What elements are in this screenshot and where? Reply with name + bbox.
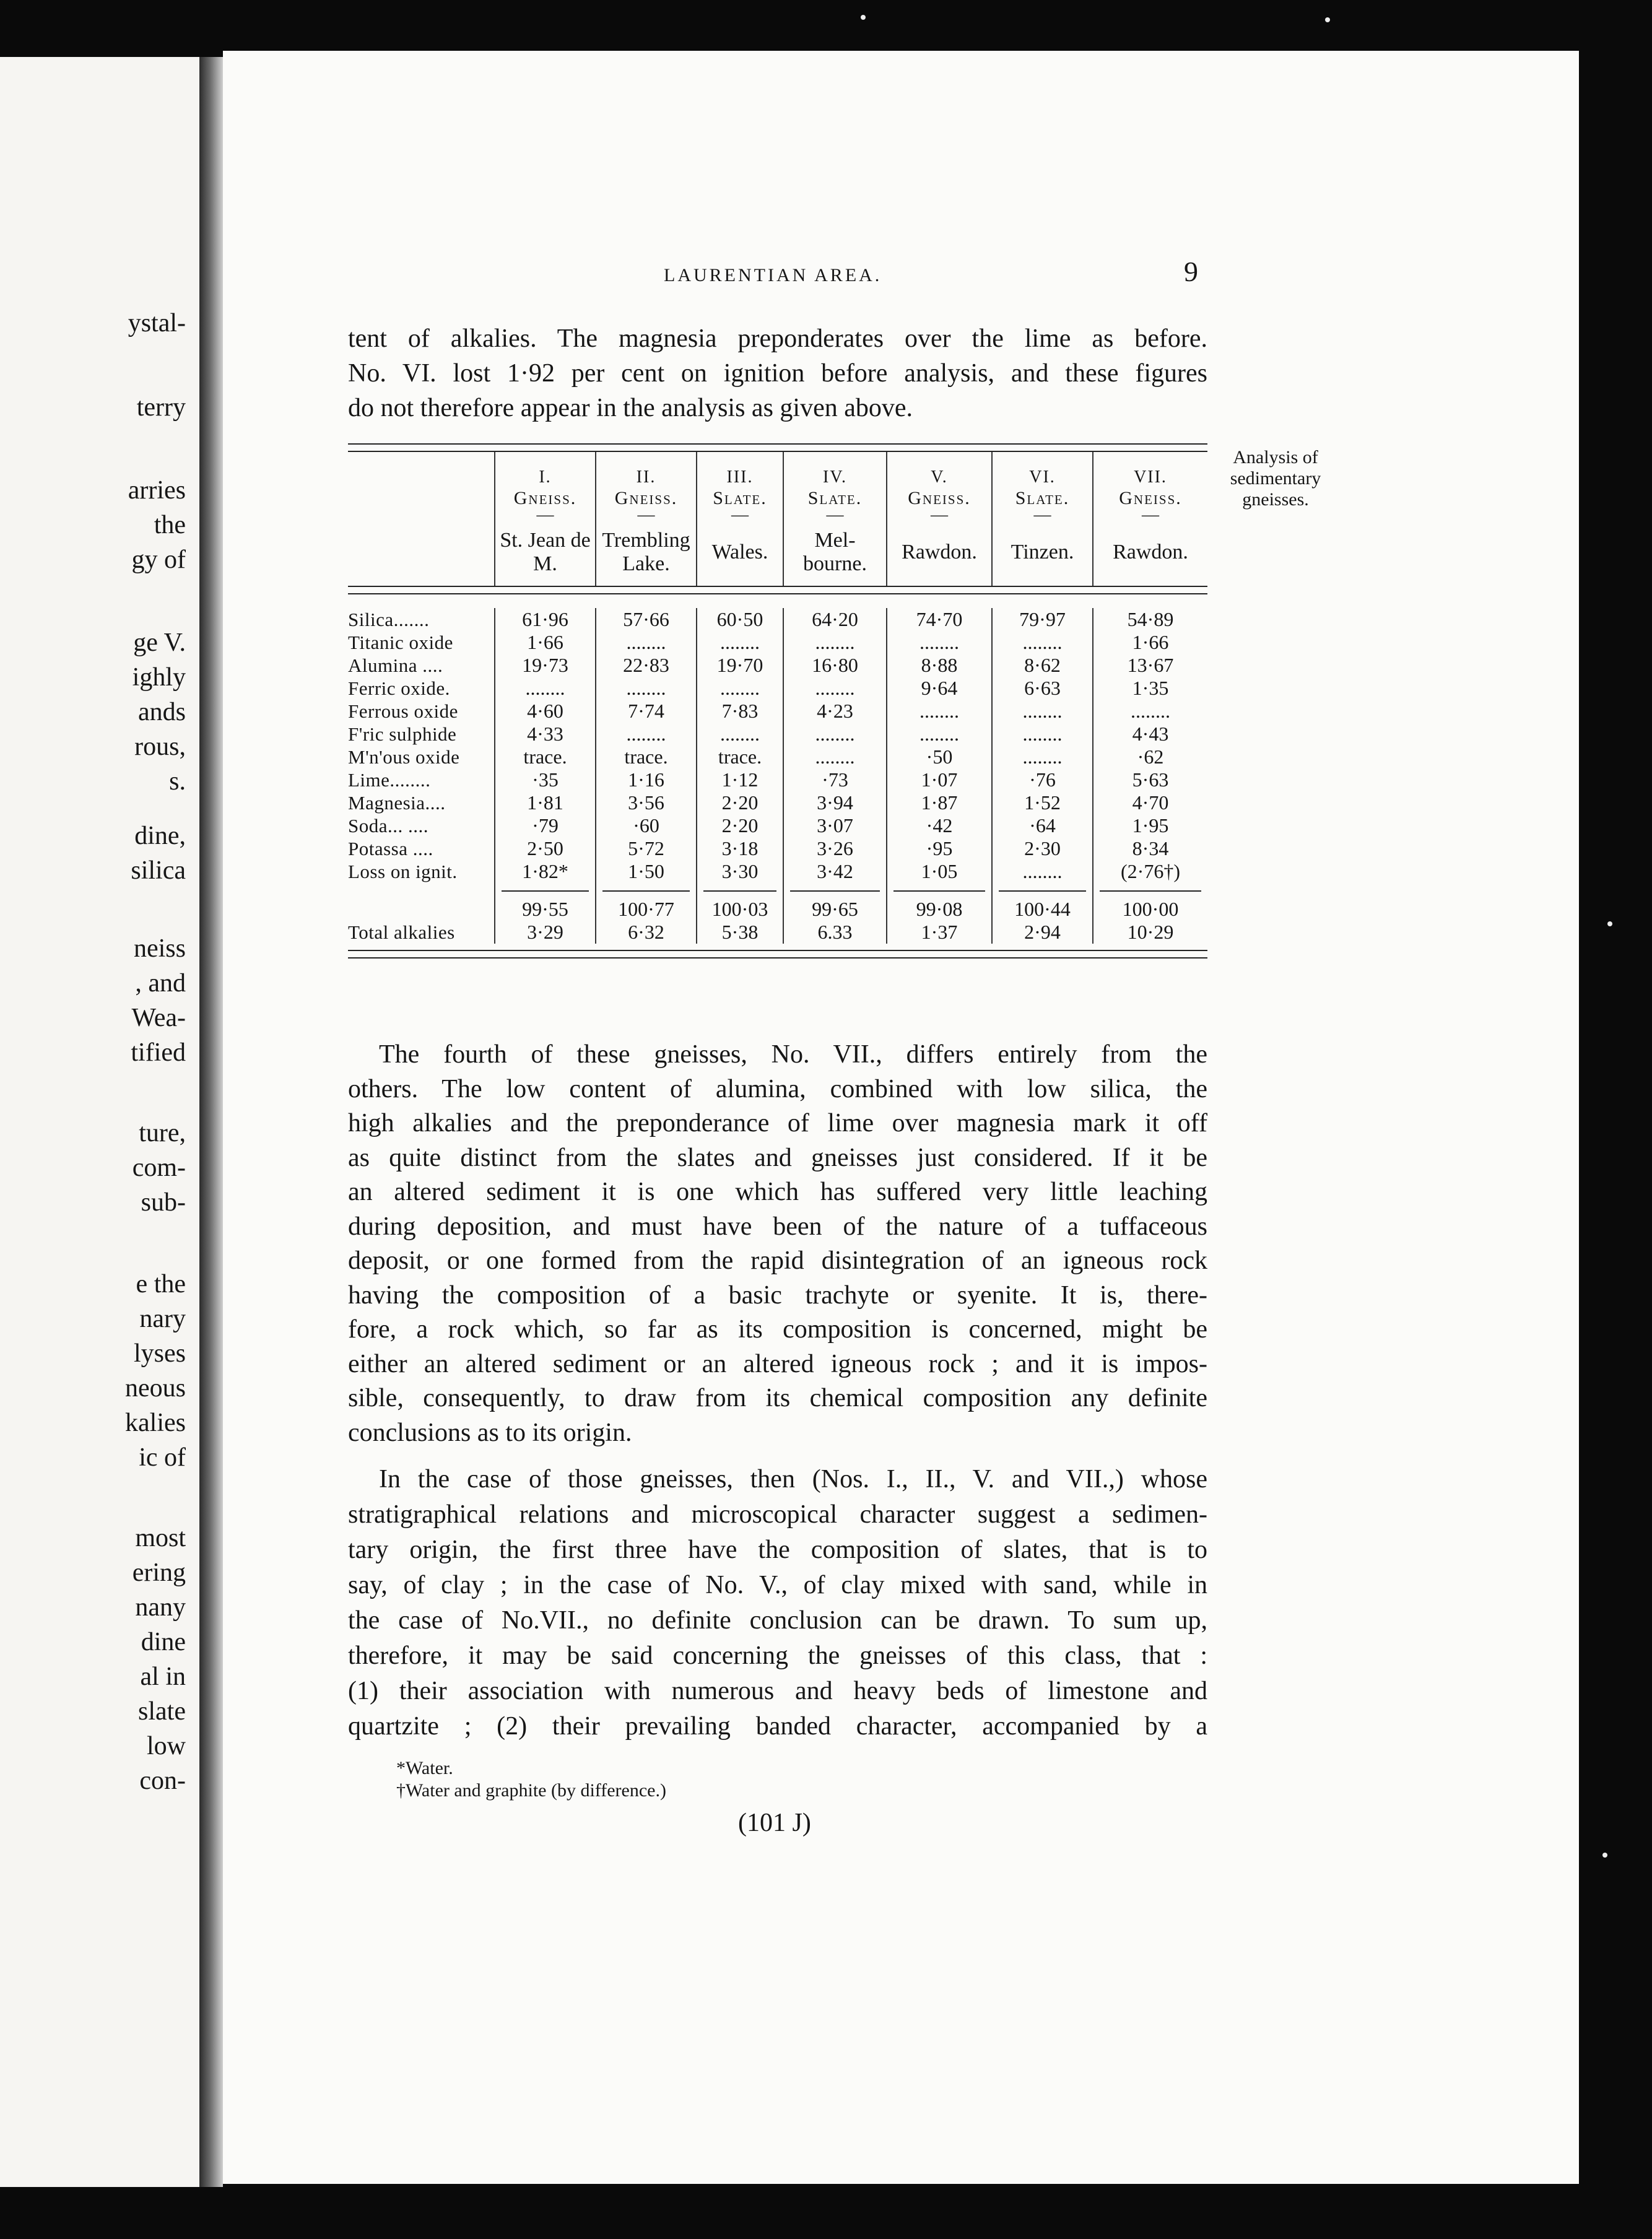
header-dash: — xyxy=(731,505,749,524)
value-cell: 3·56 xyxy=(596,791,697,814)
text-line: sible, consequently, to draw from its chemical composition any definite xyxy=(348,1384,1207,1412)
value-cell: ·62 xyxy=(1093,746,1207,768)
value-cell: 7·83 xyxy=(697,700,783,723)
page-number: 9 xyxy=(1184,256,1198,287)
signature-mark: (101 J) xyxy=(738,1809,811,1837)
value-cell: ........ xyxy=(887,631,992,654)
value-cell: 1·12 xyxy=(697,768,783,791)
row-label: Ferrous oxide xyxy=(348,700,458,722)
table-row xyxy=(348,746,1207,768)
text-line: high alkalies and the preponderance of lime over magnesia mark it off xyxy=(348,1109,1207,1137)
text-line: say, of clay ; in the case of No. V., of clay mixed with sand, while in xyxy=(348,1571,1207,1599)
text-line: during deposition, and must have been of the nature of a tuffaceous xyxy=(348,1212,1207,1241)
rock-type: Slate. xyxy=(713,488,767,508)
value-cell: 19·70 xyxy=(697,654,783,677)
facing-page-line: e the xyxy=(136,1270,186,1298)
header-dash: — xyxy=(1142,505,1159,524)
facing-page-line: ands xyxy=(138,698,186,726)
rock-type: Gneiss. xyxy=(513,488,577,508)
header-dash: — xyxy=(536,505,554,524)
locality-cell: Rawdon. xyxy=(887,521,992,586)
facing-page-line: gy of xyxy=(131,546,186,574)
header-dash: — xyxy=(826,505,844,524)
total-cell: 99·55 xyxy=(495,892,596,921)
text-line: fore, a rock which, so far as its composition is concerned, might be xyxy=(348,1315,1207,1344)
locality-cell: St. Jean de M. xyxy=(495,521,596,586)
value-cell: 19·73 xyxy=(495,654,596,677)
value-cell: ........ xyxy=(783,746,887,768)
facing-page-line: nany xyxy=(135,1593,186,1622)
column-numeral: II. xyxy=(636,467,656,487)
facing-page-line: com- xyxy=(132,1154,186,1182)
facing-page-line: ge V. xyxy=(133,628,186,657)
table-row xyxy=(348,631,1207,654)
column-numeral: VI. xyxy=(1029,467,1056,487)
header-dash: — xyxy=(637,505,655,524)
value-cell: ........ xyxy=(596,631,697,654)
side-note-line: Analysis of xyxy=(1233,447,1318,467)
footnotes xyxy=(396,1757,666,1802)
value-cell: trace. xyxy=(697,746,783,768)
facing-page-line: rous, xyxy=(134,733,186,761)
rock-type: Gneiss. xyxy=(1119,488,1182,508)
value-cell: ........ xyxy=(992,860,1093,883)
table-row xyxy=(348,814,1207,837)
value-cell: ·35 xyxy=(495,768,596,791)
locality-cell: Mel- bourne. xyxy=(783,521,887,586)
table-row xyxy=(348,791,1207,814)
total-cell: 100·77 xyxy=(596,892,697,921)
column-numeral: IV. xyxy=(823,467,847,487)
table-row xyxy=(348,654,1207,677)
table-row xyxy=(348,768,1207,791)
value-cell: ........ xyxy=(992,700,1093,723)
value-cell: 6·63 xyxy=(992,677,1093,700)
total-cell: 99·65 xyxy=(783,892,887,921)
value-cell: 5·72 xyxy=(596,837,697,860)
value-cell: 54·89 xyxy=(1093,608,1207,631)
text-line: as quite distinct from the slates and gneisses just considered. If it be xyxy=(348,1143,1207,1172)
text-line: tent of alkalies. The magnesia preponderates over the lime as before. xyxy=(348,324,1207,353)
column-header xyxy=(887,452,992,524)
value-cell: ·50 xyxy=(887,746,992,768)
dust-speck xyxy=(1602,1853,1607,1858)
blank-header-cell xyxy=(348,452,495,521)
locality-row xyxy=(348,521,1207,586)
row-label: Ferric oxide. xyxy=(348,677,450,699)
value-cell: 3·07 xyxy=(783,814,887,837)
text-line: do not therefore appear in the analysis as given above. xyxy=(348,394,913,422)
totals-rule-row xyxy=(348,883,1207,892)
facing-page-line: Wea- xyxy=(131,1004,186,1032)
row-label: Lime........ xyxy=(348,769,431,791)
side-note-line: gneisses. xyxy=(1242,489,1309,510)
value-cell: 60·50 xyxy=(697,608,783,631)
facing-page-line: lyses xyxy=(134,1339,186,1368)
facing-page-line: ering xyxy=(132,1559,186,1587)
text-line: In the case of those gneisses, then (Nos. I., II., V. and VII.,) whose xyxy=(379,1465,1207,1493)
table-top-rule xyxy=(348,443,1207,452)
rock-type: Gneiss. xyxy=(908,488,971,508)
value-cell: ........ xyxy=(783,677,887,700)
value-cell: ·76 xyxy=(992,768,1093,791)
footnote-water: *Water. xyxy=(396,1758,453,1778)
value-cell: ........ xyxy=(992,723,1093,746)
alkali-cell: 2·94 xyxy=(992,921,1093,944)
text-line: quartzite ; (2) their prevailing banded character, accompanied by a xyxy=(348,1712,1207,1741)
value-cell: 1·07 xyxy=(887,768,992,791)
locality-cell: Tinzen. xyxy=(992,521,1093,586)
value-cell: 1·16 xyxy=(596,768,697,791)
value-cell: 2·30 xyxy=(992,837,1093,860)
header-dash: — xyxy=(1033,505,1051,524)
dust-speck xyxy=(1325,17,1330,22)
value-cell: ·64 xyxy=(992,814,1093,837)
text-line: No. VI. lost 1·92 per cent on ignition before analysis, and these figures xyxy=(348,359,1207,388)
value-cell: 1·52 xyxy=(992,791,1093,814)
facing-page-line: neiss xyxy=(134,934,186,963)
column-numeral: V. xyxy=(931,467,948,487)
value-cell: 8·34 xyxy=(1093,837,1207,860)
value-cell: trace. xyxy=(596,746,697,768)
text-line: an altered sediment it is one which has suffered very little leaching xyxy=(348,1178,1207,1206)
facing-page-line: ic of xyxy=(139,1443,186,1472)
table-row xyxy=(348,723,1207,746)
facing-page-line: s. xyxy=(169,767,186,796)
value-cell: ........ xyxy=(783,631,887,654)
totals-rule xyxy=(992,883,1093,892)
totals-rule xyxy=(495,883,596,892)
value-cell: 4·43 xyxy=(1093,723,1207,746)
totals-rule xyxy=(697,883,783,892)
value-cell: 3·18 xyxy=(697,837,783,860)
facing-page-line: dine xyxy=(141,1628,186,1656)
column-header xyxy=(495,452,596,524)
value-cell: ·60 xyxy=(596,814,697,837)
locality-cell: Trembling Lake. xyxy=(596,521,697,586)
value-cell: trace. xyxy=(495,746,596,768)
text-line: therefore, it may be said concerning the gneisses of this class, that : xyxy=(348,1641,1207,1670)
row-label: M'n'ous oxide xyxy=(348,746,460,768)
alkali-cell: 10·29 xyxy=(1093,921,1207,944)
row-label: Soda... .... xyxy=(348,815,428,837)
text-line: stratigraphical relations and microscopical character suggest a sedimen- xyxy=(348,1500,1207,1529)
dust-speck xyxy=(861,15,866,20)
value-cell: 7·74 xyxy=(596,700,697,723)
value-cell: ........ xyxy=(697,677,783,700)
facing-page-line: most xyxy=(135,1524,186,1552)
header-double-rule xyxy=(348,586,1207,594)
column-header xyxy=(697,452,783,524)
row-label: Magnesia.... xyxy=(348,792,446,814)
facing-page-line: ighly xyxy=(132,663,186,692)
footnote-water-graphite: †Water and graphite (by difference.) xyxy=(396,1780,666,1801)
total-cell: 99·08 xyxy=(887,892,992,921)
facing-page-line: ture, xyxy=(139,1119,186,1147)
alkalies-row xyxy=(348,921,1207,944)
value-cell: ........ xyxy=(887,723,992,746)
value-cell: 22·83 xyxy=(596,654,697,677)
facing-page-line: ystal- xyxy=(128,309,186,337)
value-cell: 8·88 xyxy=(887,654,992,677)
value-cell: 57·66 xyxy=(596,608,697,631)
facing-page-line: con- xyxy=(139,1767,186,1795)
value-cell: 2·20 xyxy=(697,814,783,837)
header-rule xyxy=(348,586,1207,608)
text-line: (1) their association with numerous and heavy beds of limestone and xyxy=(348,1677,1207,1705)
table-bottom-rule-cell xyxy=(348,944,1207,959)
facing-page-line: , and xyxy=(135,969,186,998)
table-row xyxy=(348,677,1207,700)
value-cell: 3·42 xyxy=(783,860,887,883)
value-cell: ·42 xyxy=(887,814,992,837)
value-cell: ........ xyxy=(992,631,1093,654)
row-label: Total alkalies xyxy=(348,921,455,943)
totals-row xyxy=(348,892,1207,921)
column-numeral: III. xyxy=(726,467,754,487)
value-cell: 13·67 xyxy=(1093,654,1207,677)
column-numeral: I. xyxy=(539,467,552,487)
facing-page-line: low xyxy=(147,1732,186,1760)
value-cell: ·79 xyxy=(495,814,596,837)
value-cell: 3·26 xyxy=(783,837,887,860)
table-bottom-rule-row xyxy=(348,944,1207,959)
totals-rule xyxy=(1093,883,1207,892)
facing-page-line: nary xyxy=(139,1305,186,1333)
value-cell: 9·64 xyxy=(887,677,992,700)
totals-rule xyxy=(887,883,992,892)
text-line: deposit, or one formed from the rapid disintegration of an igneous rock xyxy=(348,1246,1207,1275)
value-cell: 4·23 xyxy=(783,700,887,723)
value-cell: 79·97 xyxy=(992,608,1093,631)
header-rule-row xyxy=(348,586,1207,608)
text-line: having the composition of a basic trachyte or syenite. It is, there- xyxy=(348,1280,1207,1310)
column-header xyxy=(992,452,1093,524)
rock-type: Gneiss. xyxy=(614,488,678,508)
facing-page-line: silica xyxy=(131,856,186,885)
value-cell: 16·80 xyxy=(783,654,887,677)
value-cell: 4·70 xyxy=(1093,791,1207,814)
totals-rule xyxy=(596,883,697,892)
value-cell: 1·95 xyxy=(1093,814,1207,837)
value-cell: 4·60 xyxy=(495,700,596,723)
value-cell: 3·94 xyxy=(783,791,887,814)
facing-page-line: kalies xyxy=(125,1409,186,1437)
text-line: others. The low content of alumina, combined with low silica, the xyxy=(348,1074,1207,1103)
value-cell: ........ xyxy=(596,677,697,700)
value-cell: 1·50 xyxy=(596,860,697,883)
running-head: LAURENTIAN AREA. xyxy=(664,265,882,285)
value-cell: 5·63 xyxy=(1093,768,1207,791)
table-row xyxy=(348,608,1207,631)
value-cell: ·73 xyxy=(783,768,887,791)
facing-page-line: neous xyxy=(125,1374,186,1402)
table-row xyxy=(348,860,1207,883)
facing-page-line: the xyxy=(154,511,186,539)
text-line: either an altered sediment or an altered igneous rock ; and it is impos- xyxy=(348,1349,1207,1378)
value-cell: ........ xyxy=(596,723,697,746)
analysis-table xyxy=(348,443,1207,959)
value-cell: ·95 xyxy=(887,837,992,860)
facing-page-line: terry xyxy=(136,393,186,422)
rule-spacer xyxy=(348,883,495,892)
value-cell: 64·20 xyxy=(783,608,887,631)
alkali-cell: 1·37 xyxy=(887,921,992,944)
facing-page-line: dine, xyxy=(134,822,186,850)
row-label: Loss on ignit. xyxy=(348,861,458,882)
row-label: Titanic oxide xyxy=(348,632,453,653)
value-cell: ........ xyxy=(992,746,1093,768)
value-cell: 1·66 xyxy=(495,631,596,654)
value-cell: 1·87 xyxy=(887,791,992,814)
value-cell: 1·82* xyxy=(495,860,596,883)
value-cell: 1·35 xyxy=(1093,677,1207,700)
alkali-cell: 3·29 xyxy=(495,921,596,944)
locality-cell: Wales. xyxy=(697,521,783,586)
value-cell: 2·50 xyxy=(495,837,596,860)
side-note-line: sedimentary xyxy=(1230,468,1321,489)
value-cell: 1·05 xyxy=(887,860,992,883)
table-bottom-rule xyxy=(348,950,1207,959)
value-cell: ........ xyxy=(697,723,783,746)
text-line: tary origin, the first three have the composition of slates, that is to xyxy=(348,1536,1207,1564)
header-dash: — xyxy=(931,505,948,524)
alkali-cell: 6.33 xyxy=(783,921,887,944)
totals-rule xyxy=(783,883,887,892)
value-cell: ........ xyxy=(1093,700,1207,723)
column-header xyxy=(596,452,697,524)
facing-page-line: al in xyxy=(140,1663,186,1691)
value-cell: 4·33 xyxy=(495,723,596,746)
text-line: conclusions as to its origin. xyxy=(348,1418,632,1447)
column-header xyxy=(1093,452,1207,524)
table-row xyxy=(348,837,1207,860)
total-cell: 100·00 xyxy=(1093,892,1207,921)
value-cell: ........ xyxy=(783,723,887,746)
alkali-cell: 5·38 xyxy=(697,921,783,944)
dust-speck xyxy=(1607,921,1612,926)
value-cell: 61·96 xyxy=(495,608,596,631)
totals-label-blank xyxy=(348,892,495,921)
value-cell: ........ xyxy=(887,700,992,723)
blank-header-cell xyxy=(348,521,495,586)
locality-cell: Rawdon. xyxy=(1093,521,1207,586)
side-note xyxy=(1214,447,1337,510)
alkali-cell: 6·32 xyxy=(596,921,697,944)
value-cell: 74·70 xyxy=(887,608,992,631)
value-cell: 1·81 xyxy=(495,791,596,814)
row-label: F'ric sulphide xyxy=(348,723,457,745)
row-label: Potassa .... xyxy=(348,838,433,859)
table-row xyxy=(348,700,1207,723)
rock-type: Slate. xyxy=(807,488,863,508)
facing-page-line: arries xyxy=(128,476,186,505)
book-gutter xyxy=(199,57,223,2187)
total-cell: 100·44 xyxy=(992,892,1093,921)
rock-type: Slate. xyxy=(1015,488,1070,508)
column-header xyxy=(783,452,887,524)
value-cell: (2·76†) xyxy=(1093,860,1207,883)
facing-page-line: slate xyxy=(138,1697,186,1726)
value-cell: 3·30 xyxy=(697,860,783,883)
column-numeral: VII. xyxy=(1134,467,1167,487)
total-cell: 100·03 xyxy=(697,892,783,921)
text-line: the case of No.VII., no definite conclusion can be drawn. To sum up, xyxy=(348,1606,1207,1635)
value-cell: 8·62 xyxy=(992,654,1093,677)
value-cell: ........ xyxy=(697,631,783,654)
column-header-row xyxy=(348,452,1207,521)
value-cell: 2·20 xyxy=(697,791,783,814)
value-cell: 1·66 xyxy=(1093,631,1207,654)
text-line: The fourth of these gneisses, No. VII., differs entirely from the xyxy=(379,1040,1207,1069)
value-cell: ........ xyxy=(495,677,596,700)
row-label: Silica....... xyxy=(348,609,430,630)
row-label: Alumina .... xyxy=(348,654,443,676)
facing-page-line: sub- xyxy=(141,1188,186,1217)
facing-page-line: tified xyxy=(131,1038,186,1067)
